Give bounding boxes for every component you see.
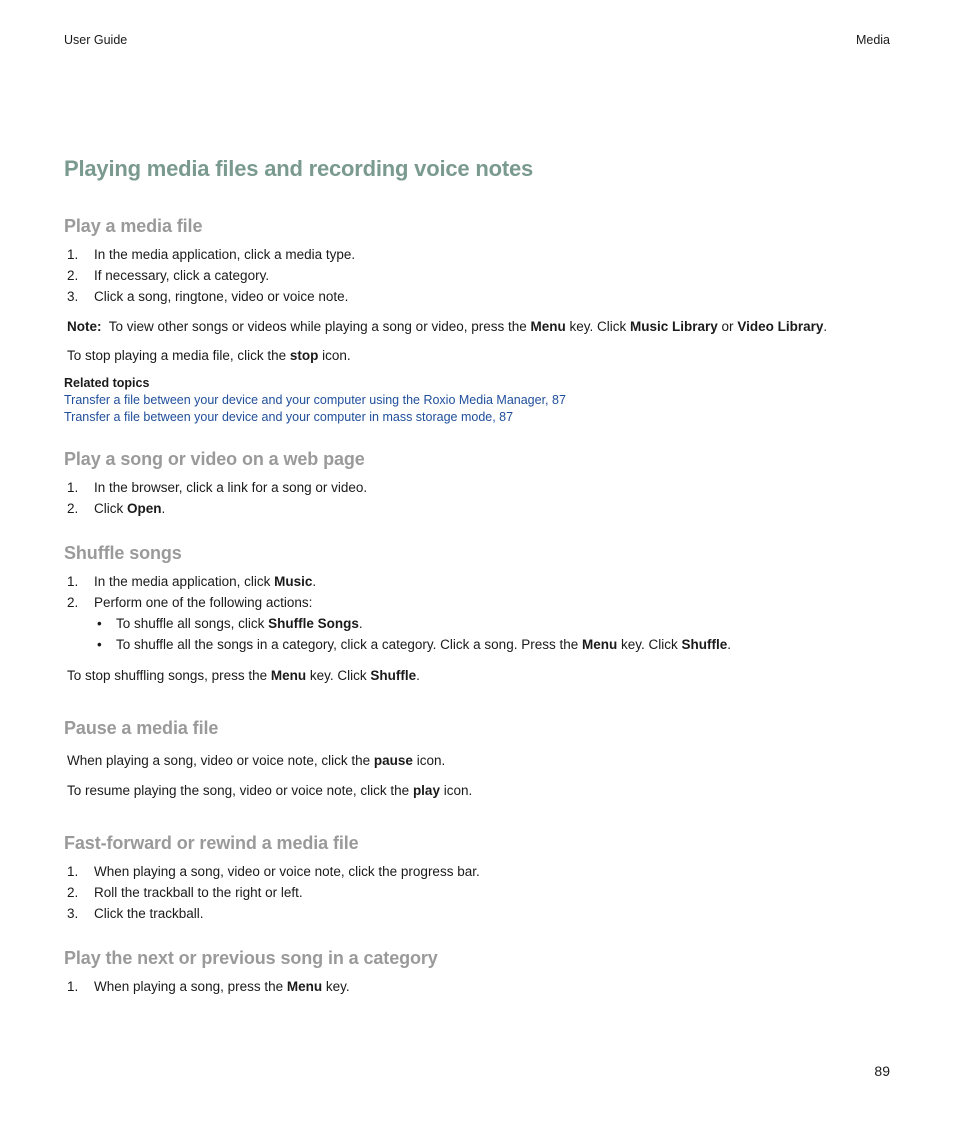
step-text-part: key. [322, 979, 350, 994]
step-text: In the media application, click a media type. [94, 247, 356, 262]
play-icon-label: play [412, 783, 440, 798]
menu-key: Menu [286, 979, 323, 994]
para-text: icon. [412, 753, 446, 768]
step-number: 2. [67, 885, 79, 900]
step-number: 1. [67, 247, 79, 262]
bullet-text [116, 616, 363, 631]
step-text [94, 574, 316, 589]
section-heading-web-page: Play a song or video on a web page [64, 449, 365, 469]
para-text: When playing a song, video or voice note, click the [67, 753, 374, 768]
menu-key: Menu [581, 637, 618, 652]
bullet-text-part: . [358, 616, 363, 631]
section-heading-next-previous: Play the next or previous song in a category [64, 948, 438, 968]
step-text-part: Click [94, 501, 127, 516]
step-text [94, 979, 350, 994]
section-heading-pause: Pause a media file [64, 718, 219, 738]
step-text: If necessary, click a category. [94, 268, 270, 283]
step-text-part: When playing a song, press the [94, 979, 287, 994]
step-number: 2. [67, 501, 79, 516]
step-text: When playing a song, video or voice note, click the progress bar. [94, 864, 480, 879]
resume-paragraph [67, 783, 472, 798]
bullet-text-part: key. Click [617, 637, 682, 652]
header-doc-title: User Guide [64, 33, 128, 47]
step-text: In the browser, click a link for a song or video. [94, 480, 368, 495]
step-text [94, 501, 165, 516]
section-heading-shuffle: Shuffle songs [64, 543, 182, 563]
step-text: Perform one of the following actions: [94, 595, 313, 610]
step-text-part: . [161, 501, 166, 516]
video-library-label: Video Library [737, 319, 824, 334]
bullet-icon: • [97, 637, 102, 652]
step-text: Click a song, ringtone, video or voice note. [94, 289, 349, 304]
shuffle-label: Shuffle [370, 668, 417, 683]
related-link-roxio[interactable]: Transfer a file between your device and your computer using the Roxio Media Manager, 87 [64, 393, 566, 407]
para-text: . [416, 668, 420, 683]
page-number: 89 [874, 1063, 890, 1079]
pause-paragraph [67, 753, 445, 768]
stop-shuffle-paragraph [67, 668, 420, 683]
step-text-part: In the media application, click [94, 574, 275, 589]
shuffle-songs-label: Shuffle Songs [268, 616, 359, 631]
para-text: To resume playing the song, video or voice note, click the [67, 783, 413, 798]
music-label: Music [274, 574, 313, 589]
step-number: 1. [67, 574, 79, 589]
step-number: 1. [67, 864, 79, 879]
para-text: To stop shuffling songs, press the [67, 668, 271, 683]
step-number: 1. [67, 480, 79, 495]
note-text: . [823, 319, 828, 334]
bullet-text-part: To shuffle all the songs in a category, click a category. Click a song. Press the [116, 637, 582, 652]
related-topics-label: Related topics [64, 376, 150, 390]
bullet-text-part: . [727, 637, 732, 652]
note-text: key. Click [565, 319, 631, 334]
step-text-part: . [312, 574, 317, 589]
step-text: Click the trackball. [94, 906, 204, 921]
note-text: To view other songs or videos while playing a song or video, press the [108, 319, 531, 334]
step-text: Roll the trackball to the right or left. [94, 885, 303, 900]
shuffle-label: Shuffle [681, 637, 728, 652]
pause-icon-label: pause [373, 753, 413, 768]
step-number: 2. [67, 595, 79, 610]
bullet-text-part: To shuffle all songs, click [116, 616, 269, 631]
music-library-label: Music Library [630, 319, 718, 334]
page-title: Playing media files and recording voice notes [64, 156, 534, 181]
bullet-text [116, 637, 731, 652]
step-number: 3. [67, 289, 79, 304]
menu-key: Menu [270, 668, 307, 683]
para-text: icon. [318, 348, 351, 363]
stop-paragraph [67, 348, 351, 363]
note-label: Note: [67, 319, 102, 334]
note-text: or [717, 319, 738, 334]
bullet-icon: • [97, 616, 102, 631]
open-label: Open [127, 501, 162, 516]
para-text: To stop playing a media file, click the [67, 348, 290, 363]
menu-key: Menu [530, 319, 566, 334]
note-paragraph [67, 319, 827, 334]
para-text: icon. [439, 783, 473, 798]
step-number: 3. [67, 906, 79, 921]
section-heading-fast-forward: Fast-forward or rewind a media file [64, 833, 359, 853]
step-number: 1. [67, 979, 79, 994]
step-number: 2. [67, 268, 79, 283]
header-section-title: Media [855, 33, 890, 47]
section-heading-play-media-file: Play a media file [64, 216, 203, 236]
related-link-mass-storage[interactable]: Transfer a file between your device and your computer in mass storage mode, 87 [64, 410, 514, 424]
stop-icon-label: stop [289, 348, 319, 363]
para-text: key. Click [306, 668, 371, 683]
